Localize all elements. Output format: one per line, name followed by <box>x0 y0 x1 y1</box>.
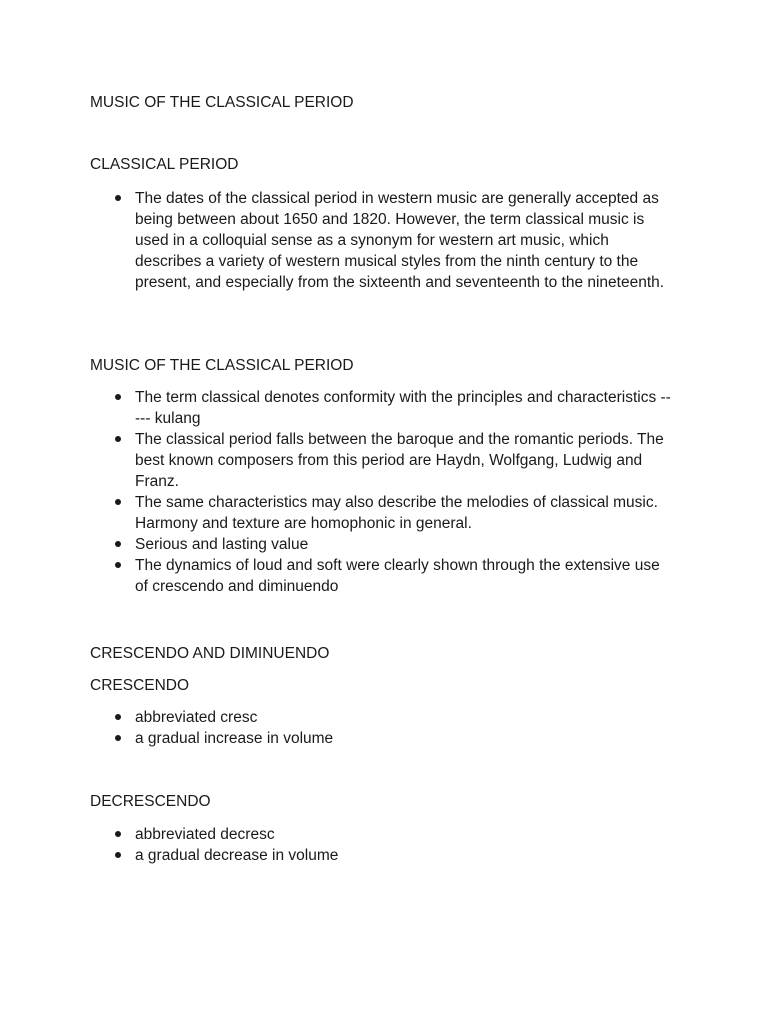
bullet-icon <box>115 436 121 442</box>
list-item-text: a gradual increase in volume <box>135 730 334 747</box>
document-title: MUSIC OF THE CLASSICAL PERIOD <box>90 94 354 111</box>
list-item-text: The term classical denotes conformity with the principles and characteristics ----- kulang <box>135 389 671 427</box>
list-item <box>0 824 768 845</box>
music-classical-period-list <box>0 387 768 597</box>
list-item-text: The same characteristics may also describe the melodies of classical music. Harmony and texture are homophonic in general. <box>135 494 658 532</box>
bullet-icon <box>115 394 121 400</box>
list-item-text: a gradual decrease in volume <box>135 847 339 864</box>
list-item <box>0 429 768 492</box>
bullet-icon <box>115 195 121 201</box>
list-item-text: abbreviated decresc <box>135 826 275 843</box>
crescendo-list <box>0 707 768 749</box>
list-item-text: abbreviated cresc <box>135 709 258 726</box>
bullet-icon <box>115 831 121 837</box>
classical-period-list <box>0 188 768 293</box>
subheading-crescendo: CRESCENDO <box>90 677 190 694</box>
bullet-icon <box>115 735 121 741</box>
bullet-icon <box>115 499 121 505</box>
list-item-text: The dynamics of loud and soft were clearly shown through the extensive use of crescendo and diminuendo <box>135 557 660 595</box>
section-heading-crescendo-and-diminuendo: CRESCENDO AND DIMINUENDO <box>90 645 330 662</box>
list-item <box>0 387 768 429</box>
bullet-icon <box>115 852 121 858</box>
list-item <box>0 492 768 534</box>
list-item <box>0 845 768 866</box>
decrescendo-list <box>0 824 768 866</box>
list-item <box>0 534 768 555</box>
bullet-icon <box>115 541 121 547</box>
section-heading-decrescendo: DECRESCENDO <box>90 793 211 810</box>
section-heading-classical-period: CLASSICAL PERIOD <box>90 156 239 173</box>
list-item-text: The dates of the classical period in western music are generally accepted as being between about 1650 and 1820. However, the term classical music is used in a colloquial sense as a synonym for western art music, which describes a variety of western musical styles from the ninth century to the present, and especially from the sixteenth and seventeenth to the nineteenth. <box>135 190 665 291</box>
bullet-icon <box>115 714 121 720</box>
bullet-icon <box>115 562 121 568</box>
list-item <box>0 707 768 728</box>
list-item <box>0 728 768 749</box>
section-heading-music-of-classical-period: MUSIC OF THE CLASSICAL PERIOD <box>90 357 354 374</box>
list-item-text: The classical period falls between the baroque and the romantic periods. The best known composers from this period are Haydn, Wolfgang, Ludwig and Franz. <box>135 431 664 490</box>
list-item <box>0 555 768 597</box>
list-item-text: Serious and lasting value <box>135 536 309 553</box>
list-item <box>0 188 768 293</box>
